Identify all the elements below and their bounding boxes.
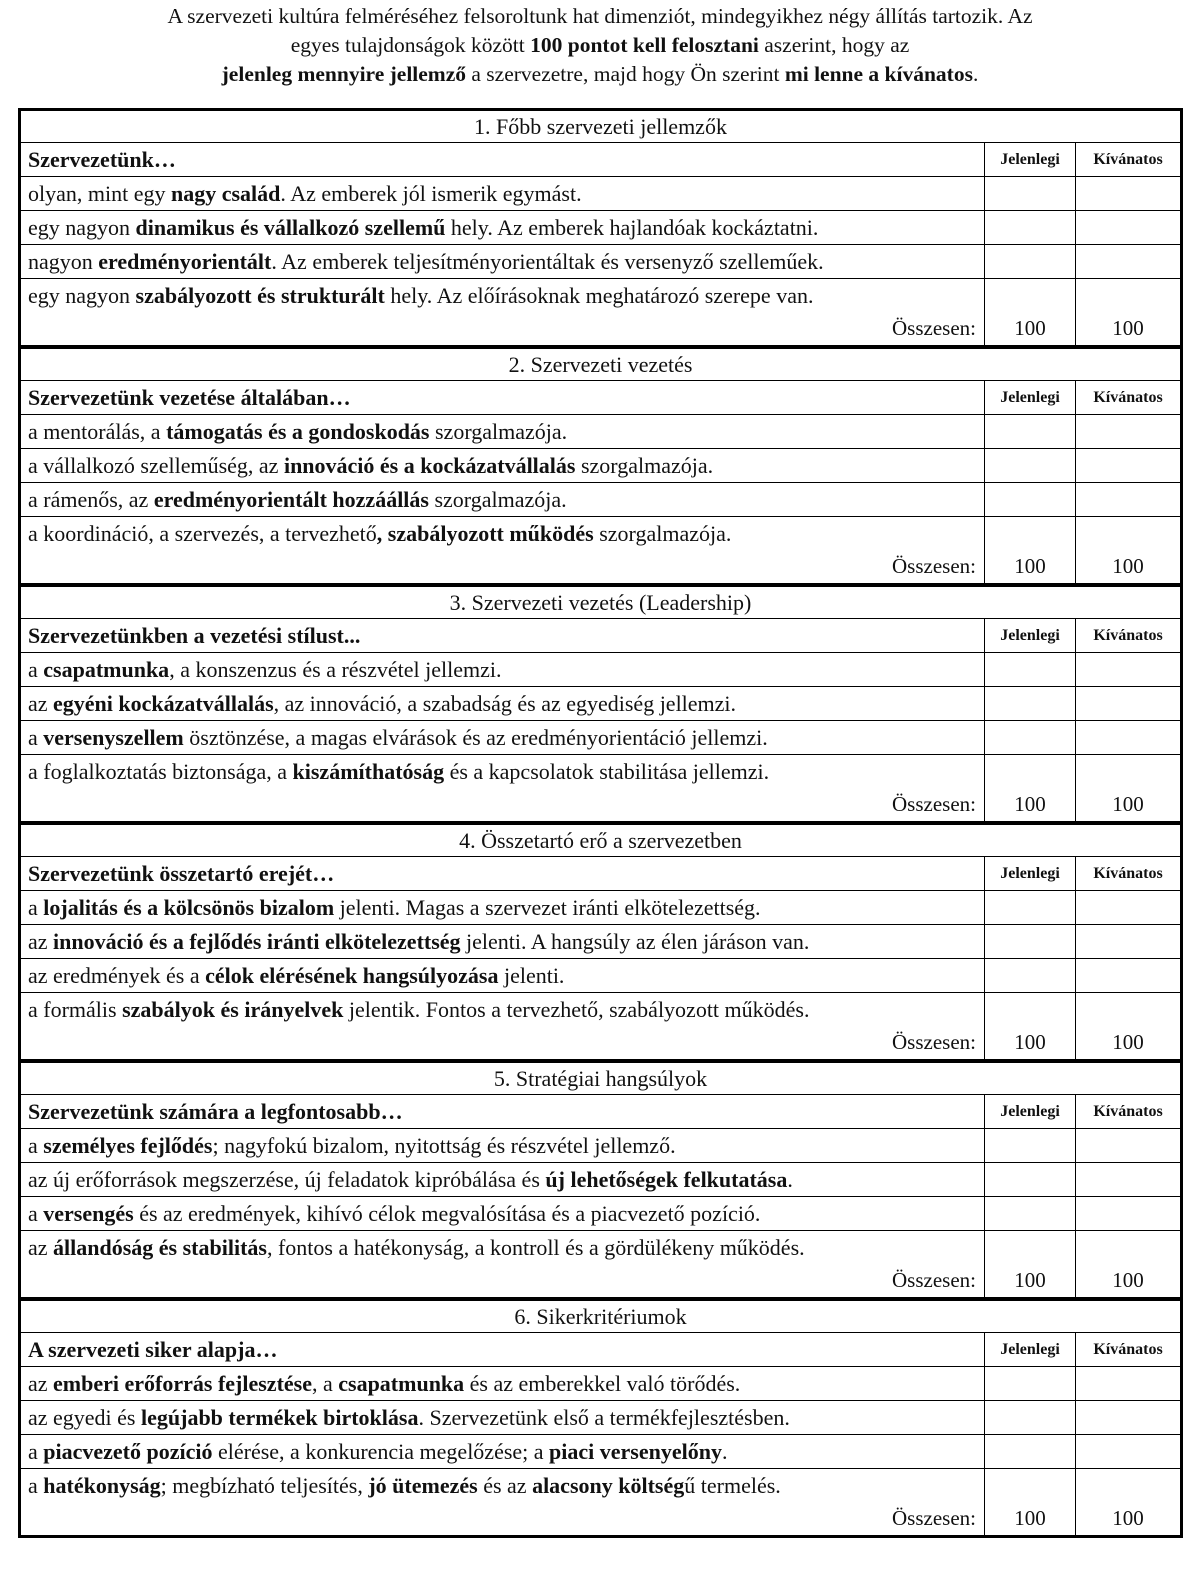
intro-line — [60, 2, 1140, 31]
section-header-row — [21, 1095, 1180, 1129]
desired-score-cell[interactable] — [1075, 279, 1180, 312]
text-run: a — [28, 1201, 44, 1226]
section-lead: Szervezetünk összetartó erejét… — [28, 861, 335, 886]
survey-section-6 — [21, 1301, 1180, 1535]
text-run: aszerint, hogy az — [758, 33, 910, 57]
text-run: . Az emberek jól ismerik egymást. — [280, 181, 582, 206]
text-run: olyan, mint egy — [28, 181, 171, 206]
total-label: Összesen: — [892, 1268, 976, 1292]
desired-score-cell[interactable] — [1075, 755, 1180, 788]
desired-score-cell[interactable] — [1075, 925, 1180, 958]
current-score-cell[interactable] — [984, 1435, 1075, 1468]
section-title: 6. Sikerkritériumok — [21, 1301, 1180, 1333]
text-run: A szervezeti kultúra felméréséhez felsoroltunk hat dimenziót, mindegyikhez négy állítás tartozik. Az — [167, 4, 1033, 28]
text-run: a — [28, 1133, 44, 1158]
statement-row — [21, 483, 1180, 517]
desired-score-cell[interactable] — [1075, 1129, 1180, 1162]
statement-row — [21, 1367, 1180, 1401]
current-score-cell[interactable] — [984, 721, 1075, 754]
text-run: , a konszenzus és a részvétel jellemzi. — [169, 657, 502, 682]
desired-score-cell[interactable] — [1075, 891, 1180, 924]
desired-score-cell[interactable] — [1075, 415, 1180, 448]
emphasis-text: innováció és a fejlődés iránti elkötelezettség — [53, 929, 461, 954]
column-header-desired: Kívánatos — [1075, 381, 1180, 414]
current-score-cell[interactable] — [984, 177, 1075, 210]
current-score-cell[interactable] — [984, 891, 1075, 924]
section-header-row — [21, 857, 1180, 891]
text-run: a formális — [28, 997, 123, 1022]
statement-text — [21, 449, 984, 482]
total-label: Összesen: — [892, 316, 976, 340]
total-desired-value: 100 — [1075, 550, 1180, 583]
emphasis-text: egyéni kockázatvállalás — [53, 691, 274, 716]
statement-text — [21, 1401, 984, 1434]
total-desired-value: 100 — [1075, 1026, 1180, 1059]
statement-text — [21, 1163, 984, 1196]
statement-text — [21, 415, 984, 448]
text-run: a foglalkoztatás biztonsága, a — [28, 759, 293, 784]
text-run: a mentorálás, a — [28, 419, 167, 444]
column-header-current: Jelenlegi — [984, 1333, 1075, 1366]
statement-text — [21, 925, 984, 958]
statement-text — [21, 653, 984, 686]
statement-row — [21, 1231, 1180, 1264]
desired-score-cell[interactable] — [1075, 993, 1180, 1026]
text-run: jelenti. A hangsúly az élen járáson van. — [460, 929, 810, 954]
statement-text — [21, 245, 984, 278]
emphasis-text: kiszámíthatóság — [292, 759, 445, 784]
emphasis-text: alacsony költség — [532, 1473, 685, 1498]
emphasis-text: eredményorientált hozzáállás — [153, 487, 429, 512]
statement-row — [21, 517, 1180, 550]
text-run: . Szervezetünk első a termékfejlesztésben. — [418, 1405, 790, 1430]
survey-section-3 — [21, 587, 1180, 825]
column-header-desired: Kívánatos — [1075, 143, 1180, 176]
desired-score-cell[interactable] — [1075, 211, 1180, 244]
emphasis-text: új lehetőségek felkutatása — [545, 1167, 788, 1192]
statement-row — [21, 1197, 1180, 1231]
current-score-cell[interactable] — [984, 653, 1075, 686]
text-run: ; megbízható teljesítés, — [160, 1473, 369, 1498]
section-header-row — [21, 619, 1180, 653]
current-score-cell[interactable] — [984, 483, 1075, 516]
statement-text — [21, 177, 984, 210]
desired-score-cell[interactable] — [1075, 721, 1180, 754]
statement-row — [21, 245, 1180, 279]
current-score-cell[interactable] — [984, 1401, 1075, 1434]
current-score-cell[interactable] — [984, 1469, 1075, 1502]
total-desired-value: 100 — [1075, 1264, 1180, 1297]
statement-text — [21, 993, 984, 1026]
total-current-value: 100 — [984, 1026, 1075, 1059]
statement-text — [21, 517, 984, 550]
text-run: szorgalmazója. — [429, 419, 568, 444]
desired-score-cell[interactable] — [1075, 517, 1180, 550]
statement-text — [21, 1469, 984, 1502]
text-run: az — [28, 1371, 54, 1396]
section-header-row — [21, 381, 1180, 415]
column-header-desired: Kívánatos — [1075, 857, 1180, 890]
emphasis-text: személyes fejlődés — [43, 1133, 213, 1158]
text-run: az — [28, 929, 54, 954]
text-run: , fontos a hatékonyság, a kontroll és a gördülékeny működés. — [266, 1235, 805, 1260]
emphasis-text: piacvezető pozíció — [43, 1439, 213, 1464]
emphasis-text: versenyszellem — [43, 725, 184, 750]
emphasis-text: dinamikus és vállalkozó szellemű — [135, 215, 446, 240]
statement-text — [21, 1231, 984, 1264]
column-header-current: Jelenlegi — [984, 143, 1075, 176]
section-lead: Szervezetünk… — [28, 147, 176, 172]
emphasis-text: legújabb termékek birtoklása — [141, 1405, 419, 1430]
section-header-row — [21, 1333, 1180, 1367]
text-run: szorgalmazója. — [593, 521, 732, 546]
total-current-value: 100 — [984, 312, 1075, 345]
total-desired-value: 100 — [1075, 312, 1180, 345]
emphasis-text: hatékonyság — [43, 1473, 161, 1498]
statement-row — [21, 687, 1180, 721]
text-run: jelentik. Fontos a tervezhető, szabályozott működés. — [343, 997, 810, 1022]
current-score-cell[interactable] — [984, 279, 1075, 312]
text-run: , a — [311, 1371, 339, 1396]
emphasis-text: , szabályozott működés — [376, 521, 594, 546]
current-score-cell[interactable] — [984, 211, 1075, 244]
text-run: a — [28, 657, 44, 682]
emphasis-text: mi lenne a kívánatos — [784, 62, 973, 86]
statement-text — [21, 483, 984, 516]
statement-row — [21, 1435, 1180, 1469]
statement-row — [21, 959, 1180, 993]
statement-text — [21, 211, 984, 244]
statement-row — [21, 755, 1180, 788]
text-run: a vállalkozó szelleműség, az — [28, 453, 284, 478]
desired-score-cell[interactable] — [1075, 1367, 1180, 1400]
desired-score-cell[interactable] — [1075, 959, 1180, 992]
column-header-desired: Kívánatos — [1075, 619, 1180, 652]
emphasis-text: csapatmunka — [338, 1371, 465, 1396]
statement-text — [21, 1435, 984, 1468]
current-score-cell[interactable] — [984, 959, 1075, 992]
statement-row — [21, 211, 1180, 245]
statement-row — [21, 891, 1180, 925]
desired-score-cell[interactable] — [1075, 449, 1180, 482]
desired-score-cell[interactable] — [1075, 177, 1180, 210]
section-title: 1. Főbb szervezeti jellemzők — [21, 111, 1180, 143]
current-score-cell[interactable] — [984, 925, 1075, 958]
column-header-current: Jelenlegi — [984, 381, 1075, 414]
section-lead: Szervezetünkben a vezetési stílust... — [28, 623, 361, 648]
statement-text — [21, 279, 984, 312]
statement-text — [21, 1367, 984, 1400]
text-run: egy nagyon — [28, 215, 136, 240]
current-score-cell[interactable] — [984, 1129, 1075, 1162]
total-label: Összesen: — [892, 554, 976, 578]
section-lead: Szervezetünk számára a legfontosabb… — [28, 1099, 403, 1124]
text-run: a — [28, 725, 44, 750]
column-header-current: Jelenlegi — [984, 619, 1075, 652]
column-header-desired: Kívánatos — [1075, 1095, 1180, 1128]
total-desired-value: 100 — [1075, 1502, 1180, 1535]
text-run: az eredmények és a — [28, 963, 206, 988]
text-run: az — [28, 691, 54, 716]
emphasis-text: támogatás és a gondoskodás — [166, 419, 430, 444]
statement-text — [21, 891, 984, 924]
emphasis-text: állandóság és stabilitás — [53, 1235, 267, 1260]
text-run: az egyedi és — [28, 1405, 141, 1430]
statement-text — [21, 1197, 984, 1230]
section-total-row — [21, 788, 1180, 821]
statement-text — [21, 959, 984, 992]
section-total-row — [21, 1026, 1180, 1059]
current-score-cell[interactable] — [984, 245, 1075, 278]
statement-row — [21, 1401, 1180, 1435]
section-total-row — [21, 550, 1180, 583]
statement-text — [21, 755, 984, 788]
current-score-cell[interactable] — [984, 687, 1075, 720]
emphasis-text: emberi erőforrás fejlesztése — [53, 1371, 312, 1396]
text-run: a koordináció, a szervezés, a tervezhető — [28, 521, 377, 546]
desired-score-cell[interactable] — [1075, 1231, 1180, 1264]
section-title: 3. Szervezeti vezetés (Leadership) — [21, 587, 1180, 619]
section-title: 4. Összetartó erő a szervezetben — [21, 825, 1180, 857]
emphasis-text: nagy család — [170, 181, 281, 206]
text-run: a — [28, 1439, 44, 1464]
text-run: hely. Az emberek hajlandóak kockáztatni. — [445, 215, 819, 240]
statement-row — [21, 279, 1180, 312]
total-current-value: 100 — [984, 1264, 1075, 1297]
statement-row — [21, 653, 1180, 687]
text-run: . — [787, 1167, 793, 1192]
text-run: az — [28, 1235, 54, 1260]
text-run: és az eredmények, kihívó célok megvalósítása és a piacvezető pozíció. — [133, 1201, 761, 1226]
current-score-cell[interactable] — [984, 1231, 1075, 1264]
text-run: nagyon — [28, 249, 99, 274]
survey-section-4 — [21, 825, 1180, 1063]
total-label: Összesen: — [892, 1506, 976, 1530]
statement-row — [21, 449, 1180, 483]
current-score-cell[interactable] — [984, 1163, 1075, 1196]
intro-line — [60, 31, 1140, 60]
emphasis-text: versengés — [43, 1201, 134, 1226]
text-run: a — [28, 895, 44, 920]
desired-score-cell[interactable] — [1075, 1435, 1180, 1468]
statement-row — [21, 1163, 1180, 1197]
column-header-current: Jelenlegi — [984, 1095, 1075, 1128]
current-score-cell[interactable] — [984, 1367, 1075, 1400]
emphasis-text: csapatmunka — [43, 657, 170, 682]
section-total-row — [21, 312, 1180, 345]
intro-paragraph — [60, 2, 1140, 89]
text-run: hely. Az előírásoknak meghatározó szerepe van. — [384, 283, 814, 308]
current-score-cell[interactable] — [984, 415, 1075, 448]
text-run: ösztönzése, a magas elvárások és az eredményorientáció jellemzi. — [183, 725, 768, 750]
text-run: egy nagyon — [28, 283, 136, 308]
text-run: egyes tulajdonságok között — [290, 33, 531, 57]
desired-score-cell[interactable] — [1075, 245, 1180, 278]
emphasis-text: piaci versenyelőny — [549, 1439, 722, 1464]
statement-text — [21, 721, 984, 754]
current-score-cell[interactable] — [984, 449, 1075, 482]
statement-row — [21, 993, 1180, 1026]
total-current-value: 100 — [984, 788, 1075, 821]
statement-row — [21, 1129, 1180, 1163]
desired-score-cell[interactable] — [1075, 1197, 1180, 1230]
text-run: . — [721, 1439, 728, 1464]
text-run: és az emberekkel való törődés. — [464, 1371, 741, 1396]
statement-row — [21, 415, 1180, 449]
total-desired-value: 100 — [1075, 788, 1180, 821]
survey-section-1 — [21, 111, 1180, 349]
desired-score-cell[interactable] — [1075, 1401, 1180, 1434]
text-run: ; nagyfokú bizalom, nyitottság és részvétel jellemző. — [212, 1133, 676, 1158]
desired-score-cell[interactable] — [1075, 1469, 1180, 1502]
text-run: a — [28, 1473, 44, 1498]
section-total-row — [21, 1264, 1180, 1297]
emphasis-text: 100 pontot kell felosztani — [530, 33, 759, 57]
text-run: a rámenős, az — [28, 487, 154, 512]
text-run: . — [972, 62, 979, 86]
section-title: 2. Szervezeti vezetés — [21, 349, 1180, 381]
statement-row — [21, 177, 1180, 211]
section-title: 5. Stratégiai hangsúlyok — [21, 1063, 1180, 1095]
emphasis-text: célok elérésének hangsúlyozása — [205, 963, 499, 988]
emphasis-text: szabályok és irányelvek — [122, 997, 344, 1022]
emphasis-text: lojalitás és a kölcsönös bizalom — [43, 895, 335, 920]
text-run: jelenti. Magas a szervezet iránti elkötelezettség. — [334, 895, 761, 920]
desired-score-cell[interactable] — [1075, 653, 1180, 686]
statement-row — [21, 721, 1180, 755]
text-run: a szervezetre, majd hogy Ön szerint — [466, 62, 785, 86]
desired-score-cell[interactable] — [1075, 687, 1180, 720]
text-run: és az — [477, 1473, 533, 1498]
column-header-desired: Kívánatos — [1075, 1333, 1180, 1366]
emphasis-text: szabályozott és strukturált — [135, 283, 385, 308]
total-current-value: 100 — [984, 550, 1075, 583]
statement-text — [21, 1129, 984, 1162]
section-lead: A szervezeti siker alapja… — [28, 1337, 278, 1362]
emphasis-text: innováció és a kockázatvállalás — [283, 453, 576, 478]
intro-line — [60, 60, 1140, 89]
current-score-cell[interactable] — [984, 517, 1075, 550]
current-score-cell[interactable] — [984, 755, 1075, 788]
statement-row — [21, 1469, 1180, 1502]
text-run: jelenti. — [498, 963, 565, 988]
survey-section-5 — [21, 1063, 1180, 1301]
emphasis-text: eredményorientált — [98, 249, 272, 274]
current-score-cell[interactable] — [984, 993, 1075, 1026]
statement-text — [21, 687, 984, 720]
text-run: az új erőforrások megszerzése, új feladatok kipróbálása és — [28, 1167, 546, 1192]
emphasis-text: jelenleg mennyire jellemző — [221, 62, 467, 86]
text-run: és a kapcsolatok stabilitása jellemzi. — [444, 759, 770, 784]
text-run: ű termelés. — [684, 1473, 781, 1498]
section-lead: Szervezetünk vezetése általában… — [28, 385, 351, 410]
total-current-value: 100 — [984, 1502, 1075, 1535]
total-label: Összesen: — [892, 792, 976, 816]
survey-table — [18, 108, 1183, 1538]
text-run: . Az emberek teljesítményorientáltak és versenyző szelleműek. — [271, 249, 824, 274]
total-label: Összesen: — [892, 1030, 976, 1054]
section-header-row — [21, 143, 1180, 177]
emphasis-text: jó ütemezés — [368, 1473, 478, 1498]
statement-row — [21, 925, 1180, 959]
survey-section-2 — [21, 349, 1180, 587]
section-total-row — [21, 1502, 1180, 1535]
text-run: szorgalmazója. — [428, 487, 567, 512]
text-run: , az innováció, a szabadság és az egyediség jellemzi. — [273, 691, 737, 716]
text-run: szorgalmazója. — [575, 453, 714, 478]
current-score-cell[interactable] — [984, 1197, 1075, 1230]
column-header-current: Jelenlegi — [984, 857, 1075, 890]
desired-score-cell[interactable] — [1075, 1163, 1180, 1196]
text-run: elérése, a konkurencia megelőzése; a — [212, 1439, 550, 1464]
desired-score-cell[interactable] — [1075, 483, 1180, 516]
